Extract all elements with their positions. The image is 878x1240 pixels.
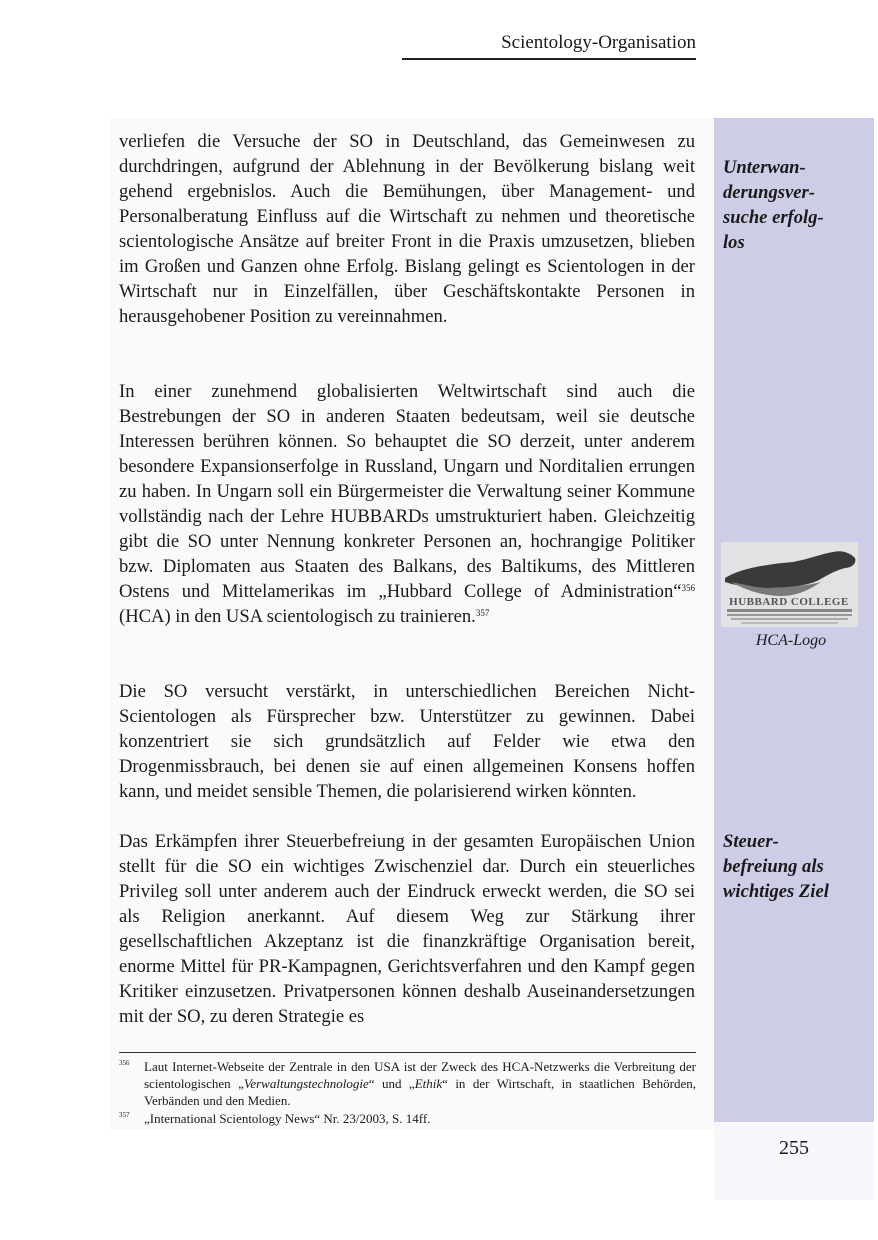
svg-text:HUBBARD COLLEGE: HUBBARD COLLEGE	[729, 596, 849, 608]
footnote-ref-356[interactable]: 356	[681, 583, 695, 593]
footnote-357	[119, 1110, 696, 1127]
paragraph-2-text-a: In einer zunehmend globalisierten Weltwirtschaft sind auch die Bestrebungen der SO in anderen Staaten bedeutsam, weil sie deutsche Interessen berühren können. So behauptet die SO derzeit, unter anderem besondere Expansionserfolge in Russland, Ungarn und Norditalien errungen zu haben. In Ungarn soll ein Bürgermeister die Verwaltung seiner Kommune vollständig nach der Lehre HUBBARDs umstrukturiert haben. Gleichzeitig gibt die SO unter Nennung konkreter Personen an, hochrangige Politiker bzw. Diplomaten aus Staaten des Balkans, des Baltikums, des Mittleren Ostens und Mittelamerikas im „Hubbard College of Administration“	[119, 381, 695, 602]
paragraph-3: Die SO versucht verstärkt, in unterschiedlichen Bereichen Nicht-Scientologen als Fürsprecher bzw. Unterstützer zu gewinnen. Dabei konzentriert sie sich grundsätzlich auf Felder wie etwa den Drogenmissbrauch, bei denen sie auf einen allgemeinen Konsens hoffen kann, und meidet sensible Themen, die polarisierend wirken könnten.	[119, 681, 695, 802]
paragraph-2-text-b: (HCA) in den USA scientologisch zu trainieren.	[119, 606, 476, 627]
footnote-separator	[119, 1052, 696, 1053]
page-number-area	[714, 1122, 874, 1200]
footnote-italic-term: Ethik	[414, 1076, 443, 1091]
footnote-ref-357[interactable]: 357	[475, 608, 490, 618]
footnote-356	[119, 1058, 696, 1109]
logo-caption: HCA-Logo	[755, 632, 827, 649]
margin-note-line: los	[723, 232, 745, 253]
margin-note-tax-exemption	[723, 829, 829, 904]
margin-note-line: suche erfolg-	[723, 207, 824, 228]
footnote-number: 357	[119, 1111, 130, 1119]
page-number: 255	[779, 1137, 809, 1159]
footnote-text	[144, 1058, 696, 1109]
footnote-text-part: Laut Internet-Webseite der Zentrale in den USA ist der Zweck des HCA-Netzwerks die Verbreitung der scientologischen „	[144, 1059, 696, 1091]
footnote-number: 356	[119, 1059, 130, 1067]
margin-note-line: derungsver-	[723, 182, 815, 203]
leaping-panther-icon	[721, 542, 858, 627]
paragraph-1: verliefen die Versuche der SO in Deutschland, das Gemeinwesen zu durchdringen, aufgrund der Ablehnung in der Bevölkerung bislang weit gehend ergebnislos. Auch die Bemühungen, über Management- und Personalberatung Einfluss auf die Wirtschaft zu nehmen und theoretische scientologische Ansätze auf breiter Front in die Praxis umzusetzen, blieben im Großen und Ganzen ohne Erfolg. Bislang gelingt es Scientologen in der Wirtschaft nur in Einzelfällen, über Geschäftskontakte Personen in herausgehobener Position zu vereinnahmen.	[119, 131, 695, 327]
running-header: Scientology-Organisation	[402, 32, 696, 60]
paragraph-2	[119, 379, 695, 629]
margin-note-line: Steuer-	[723, 831, 779, 852]
hca-logo-image	[721, 542, 858, 627]
footnote-text-part: “ in der Wirtschaft, in staatlichen Behörden, Verbänden und den Medien.	[144, 1076, 697, 1108]
paragraph-4: Das Erkämpfen ihrer Steuerbefreiung in der gesamten Europäischen Union stellt für die SO ein wichtiges Zwischenziel dar. Durch ein steuerliches Privileg soll unter anderem auch der Eindruck erweckt werden, die SO sei als Religion anerkannt. Auf diesem Weg zur Stärkung ihrer gesellschaftlichen Akzeptanz ist die finanzkräftige Organisation bereit, enorme Mittel für PR-Kampagnen, Gerichtsverfahren und den Kampf gegen Kritiker einzusetzen. Privatpersonen können deshalb Auseinandersetzungen mit der SO, zu deren Strategie es	[119, 831, 695, 1027]
footnote-text-part: “ und „	[368, 1076, 415, 1091]
margin-note-line: Unterwan-	[723, 157, 806, 178]
margin-note-infiltration	[723, 155, 824, 255]
footnote-italic-term: Verwaltungstechnologie	[243, 1076, 369, 1091]
margin-note-line: befreiung als	[723, 856, 824, 877]
footnote-text: „International Scientology News“ Nr. 23/2003, S. 14ff.	[144, 1111, 431, 1126]
margin-note-line: wichtiges Ziel	[723, 881, 829, 902]
